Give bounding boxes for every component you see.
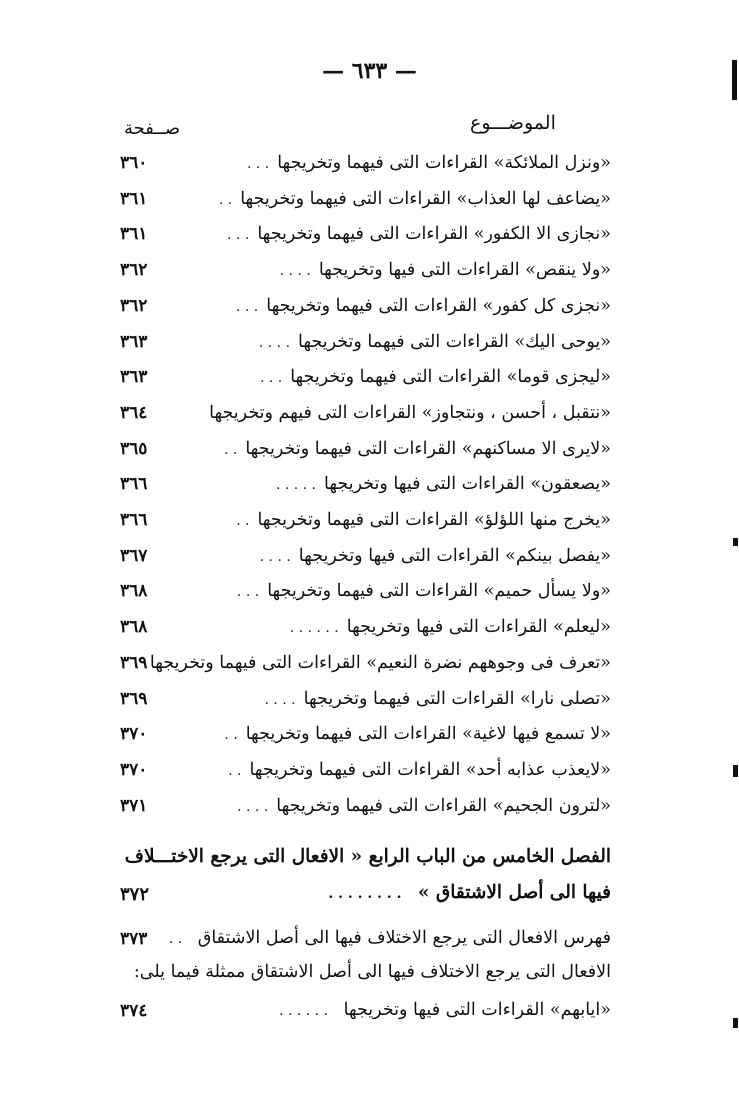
- index-line: [169, 928, 611, 948]
- toc-entry-dots: . . . .: [258, 335, 291, 351]
- toc-entry-page: ٣٦٤: [120, 403, 148, 423]
- toc-entry: [141, 793, 611, 819]
- toc-entry-text: «نجزى كل كفور» القراءات التى فيهما وتخريجها: [266, 296, 611, 316]
- toc-entry-dots: . . . . .: [275, 477, 317, 493]
- toc-entry-text: «ولا ينقص» القراءات التى فيها وتخريجها: [318, 260, 611, 280]
- section-title-text: فيها الى أصل الاشتقاق »: [417, 882, 611, 903]
- toc-entry: [141, 329, 611, 355]
- toc-entry-dots: . . . .: [259, 549, 291, 565]
- toc-entry-dots: . . .: [235, 299, 259, 315]
- toc-entry: [141, 757, 611, 783]
- toc-entry-text: «يصعقون» القراءات التى فيها وتخريجها: [324, 474, 611, 494]
- toc-entry-page: ٣٦٣: [120, 367, 148, 387]
- toc-entry-dots: . .: [224, 727, 238, 743]
- header-topic: الموضـــوع: [470, 112, 556, 134]
- toc-entry: [141, 150, 611, 176]
- toc-entry-dots: . . .: [246, 156, 270, 172]
- toc-entry-dots: . . .: [236, 584, 260, 600]
- toc-entry: [141, 186, 611, 212]
- toc-entry: [141, 614, 611, 640]
- toc-entry-page: ٣٦٨: [120, 617, 148, 637]
- toc-entry: [141, 400, 611, 426]
- toc-entry: [141, 436, 611, 462]
- toc-entry-text: «ليجزى قوما» القراءات التى فيهما وتخريجها: [290, 367, 611, 387]
- toc-entry: [141, 221, 611, 247]
- toc-entry-page: ٣٦٢: [120, 296, 148, 316]
- last-entry: [279, 1000, 611, 1020]
- section-title-line1: الفصل الخامس من الباب الرابع « الافعال التى يرجع الاختـــلاف: [124, 846, 611, 867]
- toc-entry-page: ٣٦٧: [120, 546, 148, 566]
- toc-entry: [141, 293, 611, 319]
- toc-entry-text: «نتقبل ، أحسن ، ونتجاوز» القراءات التى فيهم وتخريجها: [209, 403, 611, 423]
- toc-entry: [141, 257, 611, 283]
- intro-line: الافعال التى يرجع الاختلاف فيها الى أصل الاشتقاق ممثلة فيما يلى:: [133, 962, 611, 982]
- toc-entry-page: ٣٦١: [120, 224, 148, 244]
- toc-entry-dots: . .: [228, 763, 242, 779]
- toc-entry-page: ٣٦٨: [120, 581, 148, 601]
- index-line-dots: . .: [168, 931, 183, 947]
- toc-entry-page: ٣٦٢: [120, 260, 148, 280]
- toc-entry-text: «يخرج منها اللؤلؤ» القراءات التى فيهما وتخريجها: [257, 510, 611, 530]
- toc-entry-dots: . . . .: [279, 263, 311, 279]
- toc-entry-text: «لايرى الا مساكنهم» القراءات التى فيهما وتخريجها: [245, 439, 611, 459]
- toc-entry-page: ٣٦٠: [120, 153, 148, 173]
- scan-edge-mark: [733, 765, 738, 777]
- toc-entry-dots: . .: [223, 442, 238, 458]
- index-line-page: ٣٧٣: [120, 929, 148, 949]
- last-entry-page: ٣٧٤: [120, 1001, 148, 1021]
- toc-entry-page: ٣٦٩: [120, 653, 148, 673]
- toc-entry-page: ٣٧١: [120, 796, 148, 816]
- toc-entry-text: «لترون الجحيم» القراءات التى فيهما وتخريجها: [276, 796, 611, 816]
- scan-edge-mark: [733, 538, 738, 546]
- toc-entry-text: «تصلى نارا» القراءات التى فيهما وتخريجها: [303, 689, 611, 709]
- toc-entry-page: ٣٦٩: [120, 689, 148, 709]
- scan-edge-mark: [733, 1018, 738, 1028]
- toc-entry-page: ٣٦٣: [120, 332, 148, 352]
- page-number: — ٦٣٣ —: [322, 58, 417, 84]
- toc-entry-dots: . . . . . .: [289, 620, 339, 636]
- toc-entry-dots: . .: [236, 513, 250, 529]
- toc-entry: [141, 543, 611, 569]
- toc-entry-page: ٣٧٠: [120, 760, 148, 780]
- toc-entry-dots: . .: [218, 192, 233, 208]
- toc-entry-dots: . . .: [227, 227, 250, 243]
- toc-entry: [141, 686, 611, 712]
- toc-entry-dots: . . . .: [237, 799, 269, 815]
- toc-entry: [141, 578, 611, 604]
- last-entry-text: «ايابهم» القراءات التى فيها وتخريجها: [343, 1000, 611, 1020]
- toc-entry-page: ٣٧٠: [120, 724, 148, 744]
- toc-entry-text: «نجازى الا الكفور» القراءات التى فيهما وتخريجها: [257, 224, 611, 244]
- toc-entry: [141, 471, 611, 497]
- toc-entry-page: ٣٦٥: [120, 439, 148, 459]
- toc-entry-text: «يضاعف لها العذاب» القراءات التى فيهما وتخريجها: [240, 189, 611, 209]
- section-title-line2: [328, 882, 611, 903]
- toc-entry-text: «يفصل بينكم» القراءات التى فيها وتخريجها: [298, 546, 611, 566]
- toc-entry-dots: . . .: [259, 370, 283, 386]
- toc-entry: [141, 650, 611, 676]
- toc-entry-page: ٣٦٦: [120, 474, 148, 494]
- last-entry-dots: . . . . . .: [279, 1003, 329, 1019]
- toc-entry-text: «لا تسمع فيها لاغية» القراءات التى فيهما وتخريجها: [245, 724, 611, 744]
- toc-entry-text: «ليعلم» القراءات التى فيها وتخريجها: [346, 617, 611, 637]
- toc-entry: [141, 364, 611, 390]
- section-page: ٣٧٢: [120, 884, 150, 905]
- toc-entry-page: ٣٦٦: [120, 510, 148, 530]
- section-dots: . . . . . . . .: [328, 886, 402, 902]
- index-line-text: فهرس الافعال التى يرجع الاختلاف فيها الى أصل الاشتقاق: [197, 928, 611, 948]
- toc-entry-text: «تعرف فى وجوههم نضرة النعيم» القراءات التى فيهما وتخريجها: [149, 653, 611, 673]
- toc-entry-text: «يوحى اليك» القراءات التى فيهما وتخريجها: [298, 332, 611, 352]
- toc-entry: [141, 507, 611, 533]
- toc-entry-text: «ونزل الملائكة» القراءات التى فيهما وتخريجها: [277, 153, 611, 173]
- toc-entry-text: «لايعذب عذابه أحد» القراءات التى فيهما وتخريجها: [249, 760, 611, 780]
- header-page: صــفحة: [124, 118, 181, 139]
- toc-entry-page: ٣٦١: [120, 189, 148, 209]
- toc-entry-text: «ولا يسأل حميم» القراءات التى فيهما وتخريجها: [267, 581, 611, 601]
- toc-entry-dots: . . . .: [264, 692, 296, 708]
- toc-entry: [141, 721, 611, 747]
- scan-edge-mark: [732, 60, 737, 100]
